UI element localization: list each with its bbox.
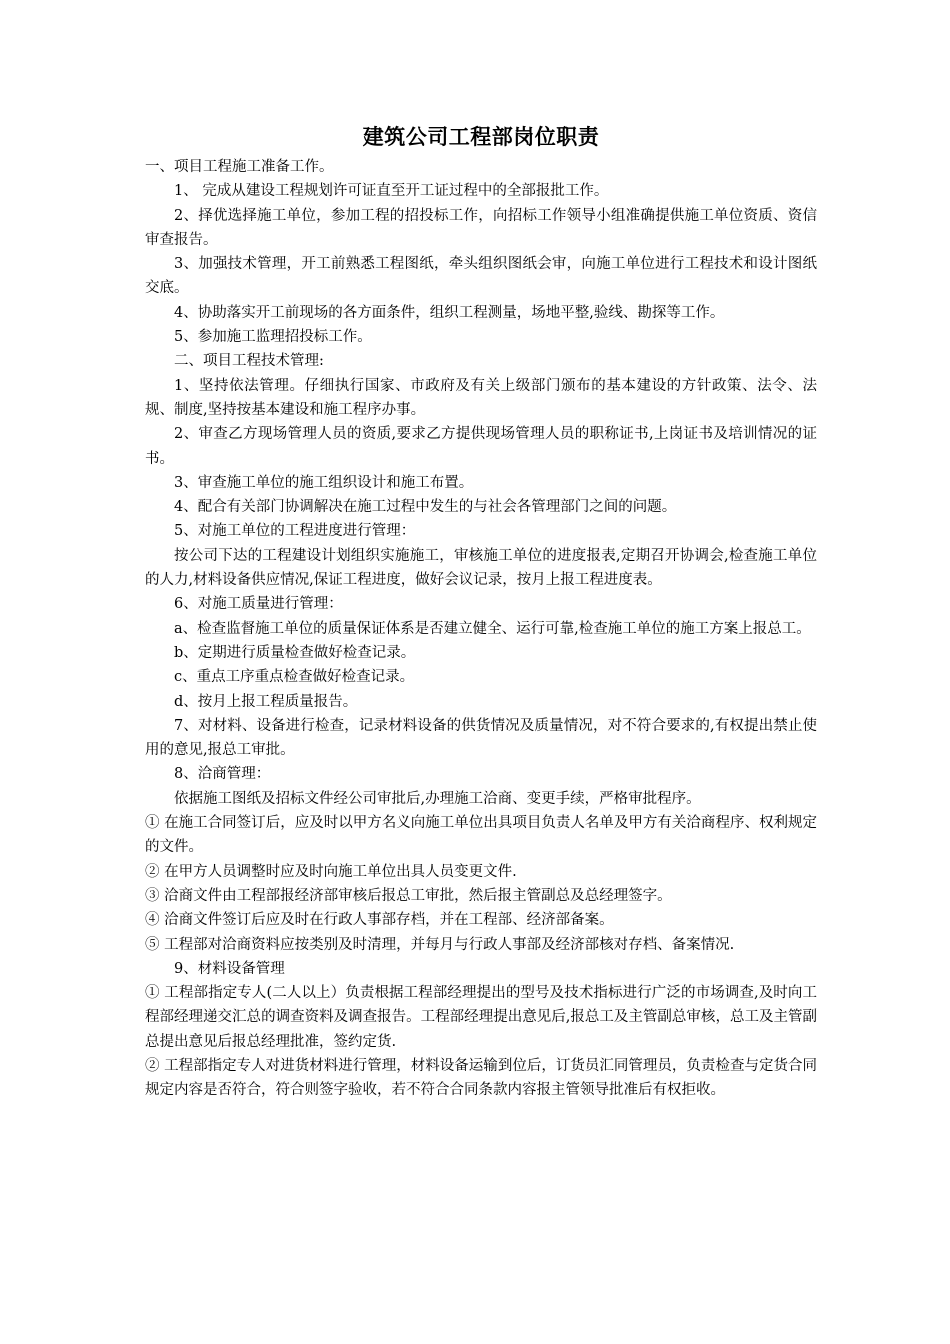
paragraph: 7、对材料、设备进行检查，记录材料设备的供货情况及质量情况，对不符合要求的,有权提出禁止使用的意见,报总工审批。 bbox=[145, 717, 817, 759]
paragraph: d、按月上报工程质量报告。 bbox=[174, 693, 358, 710]
paragraph: ② 工程部指定专人对进货材料进行管理，材料设备运输到位后，订货员汇同管理员，负责检查与定货合同规定内容是否符合，符合则签字验收，若不符合合同条款内容报主管领导批准后有权拒收。 bbox=[145, 1057, 817, 1099]
document-body bbox=[145, 155, 817, 1103]
paragraph: 一、项目工程施工准备工作。 bbox=[145, 159, 334, 175]
document-title: 建筑公司工程部岗位职责 bbox=[362, 124, 600, 149]
paragraph: ② 在甲方人员调整时应及时向施工单位出具人员变更文件. bbox=[145, 863, 517, 880]
paragraph: ① 在施工合同签订后，应及时以甲方名义向施工单位出具项目负责人名单及甲方有关洽商程序、权利规定的文件。 bbox=[145, 815, 817, 856]
paragraph: 1、坚持依法管理。仔细执行国家、市政府及有关上级部门颁布的基本建设的方针政策、法令、法规、制度,坚持按基本建设和施工程序办事。 bbox=[145, 377, 817, 418]
document-page bbox=[145, 122, 817, 1103]
paragraph: 1、 完成从建设工程规划许可证直至开工证过程中的全部报批工作。 bbox=[174, 183, 609, 200]
paragraph: 4、配合有关部门协调解决在施工过程中发生的与社会各管理部门之间的问题。 bbox=[174, 499, 677, 516]
paragraph: ① 工程部指定专人(二人以上）负责根据工程部经理提出的型号及技术指标进行广泛的市场调查,及时向工程部经理递交汇总的调查资料及调查报告。工程部经理提出意见后,报总工及主管副总审核，总工及主管副总提出意见后报总经理批准，签约定货. bbox=[145, 985, 817, 1050]
paragraph: ⑤ 工程部对洽商资料应按类别及时清理，并每月与行政人事部及经济部核对存档、备案情况. bbox=[145, 936, 735, 953]
paragraph: 3、审查施工单位的施工组织设计和施工布置。 bbox=[174, 474, 474, 491]
paragraph: 2、择优选择施工单位，参加工程的招投标工作，向招标工作领导小组准确提供施工单位资质、资信审查报告。 bbox=[145, 207, 817, 248]
paragraph: 4、协助落实开工前现场的各方面条件，组织工程测量，场地平整,验线、勘探等工作。 bbox=[174, 304, 725, 321]
paragraph: 2、审查乙方现场管理人员的资质,要求乙方提供现场管理人员的职称证书,上岗证书及培训情况的证书。 bbox=[145, 426, 817, 467]
paragraph: 9、材料设备管理 bbox=[174, 960, 285, 977]
paragraph: 6、对施工质量进行管理： bbox=[174, 596, 343, 613]
paragraph: 5、对施工单位的工程进度进行管理： bbox=[174, 523, 416, 540]
paragraph: 二、项目工程技术管理: bbox=[174, 353, 324, 370]
paragraph: 8、洽商管理： bbox=[174, 766, 271, 783]
paragraph: 依据施工图纸及招标文件经公司审批后,办理施工洽商、变更手续，严格审批程序。 bbox=[174, 790, 701, 807]
paragraph: b、定期进行质量检查做好检查记录。 bbox=[174, 644, 416, 661]
paragraph: ③ 洽商文件由工程部报经济部审核后报总工审批，然后报主管副总及总经理签字。 bbox=[145, 887, 672, 904]
paragraph: 按公司下达的工程建设计划组织实施施工，审核施工单位的进度报表,定期召开协调会,检查施工单位的人力,材料设备供应情况,保证工程进度，做好会议记录，按月上报工程进度表。 bbox=[145, 547, 817, 589]
paragraph: c、重点工序重点检查做好检查记录。 bbox=[174, 669, 415, 686]
paragraph: 3、加强技术管理，开工前熟悉工程图纸，牵头组织图纸会审，向施工单位进行工程技术和设计图纸交底。 bbox=[145, 256, 817, 297]
paragraph: 5、参加施工监理招投标工作。 bbox=[174, 329, 372, 346]
paragraph: ④ 洽商文件签订后应及时在行政人事部存档，并在工程部、经济部备案。 bbox=[145, 912, 614, 929]
paragraph: a、检查监督施工单位的质量保证体系是否建立健全、运行可靠,检查施工单位的施工方案上报总工。 bbox=[174, 620, 811, 637]
